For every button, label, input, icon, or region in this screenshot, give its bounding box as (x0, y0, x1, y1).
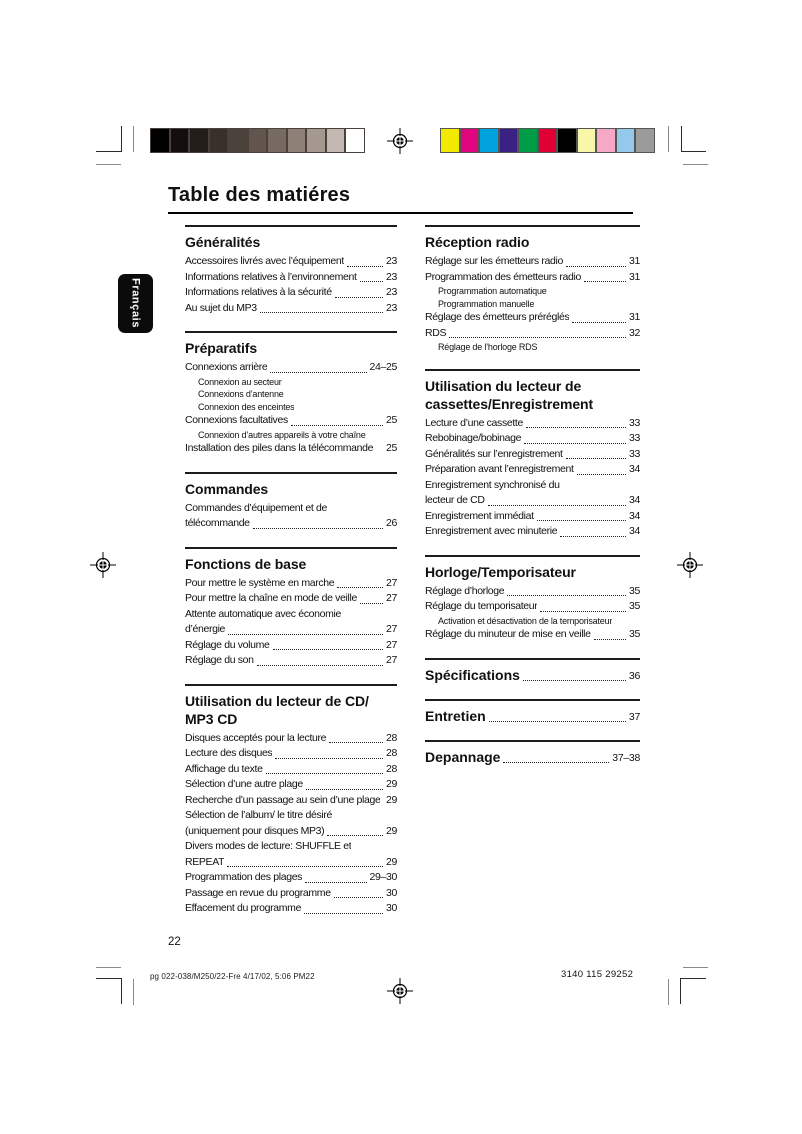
toc-section (425, 225, 640, 354)
toc-entry-text: Réglage du temporisateur (425, 600, 538, 612)
toc-entry (425, 416, 640, 432)
toc-entry (425, 478, 640, 494)
toc-subentry (425, 341, 640, 354)
toc-entry-text: Passage en revue du programme (185, 886, 331, 899)
toc-section-heading (425, 666, 640, 684)
section-divider (425, 225, 640, 227)
section-title (425, 563, 640, 581)
dotted-leader (360, 603, 383, 604)
crop-mark (680, 978, 681, 1004)
crop-mark (96, 978, 122, 979)
toc-entry (425, 584, 640, 600)
toc-entry-text: Réglage d’horloge (425, 584, 505, 597)
section-title (185, 555, 397, 573)
toc-page-number: 27 (386, 576, 397, 589)
toc-entry (425, 462, 640, 478)
section-divider (425, 555, 640, 557)
toc-entry (185, 441, 397, 457)
toc-page-number: 27 (386, 623, 397, 635)
toc-page-number: 29 (386, 855, 397, 868)
section-title: Depannage (425, 748, 501, 765)
toc-section (185, 684, 397, 917)
toc-entry (185, 254, 397, 270)
dotted-leader (507, 595, 626, 596)
toc-entry-text: Sélection d’une autre plage (185, 778, 303, 790)
dotted-leader (489, 721, 626, 722)
toc-page-number: 23 (386, 270, 397, 283)
toc-entry-text: Informations relatives à l’environnement (185, 270, 357, 283)
toc-section (425, 740, 640, 766)
toc-entry-text: Réglage du minuteur de mise en veille (425, 628, 591, 640)
grayscale-swatch (150, 128, 170, 153)
toc-entry (425, 627, 640, 643)
toc-entry (185, 901, 397, 917)
toc-section (425, 699, 640, 725)
toc-entry-text: Installation des piles dans la télécommande (185, 442, 374, 454)
color-swatch (440, 128, 460, 153)
registration-mark-icon (387, 128, 413, 154)
toc-subentry (185, 429, 397, 442)
toc-entry (425, 509, 640, 525)
toc-page-number: 28 (386, 731, 397, 744)
section-title-line: Généralités (185, 234, 261, 250)
section-title (185, 339, 397, 357)
grayscale-swatch (209, 128, 229, 153)
crop-mark (121, 978, 122, 1004)
toc-entry-text: Connexions d’antenne (198, 389, 284, 399)
dotted-leader (306, 789, 383, 790)
dotted-leader (273, 649, 383, 650)
toc-page-number: 35 (629, 600, 640, 612)
color-swatch (538, 128, 558, 153)
toc-entry (185, 270, 397, 286)
grayscale-swatch (326, 128, 346, 153)
toc-page-number: 30 (386, 886, 397, 899)
section-title-line: Utilisation du lecteur de CD/ (185, 692, 369, 709)
grayscale-swatch (189, 128, 209, 153)
registration-mark-icon (387, 978, 413, 1004)
dotted-leader (560, 536, 626, 537)
toc-entry-text: Effacement du programme (185, 902, 302, 914)
section-title-line: cassettes/Enregistrement (425, 395, 594, 412)
toc-page-number: 35 (629, 628, 640, 640)
toc-entry (185, 607, 397, 623)
toc-entry-text: Informations relatives à la sécurité (185, 286, 332, 298)
toc-page-number: 29 (386, 824, 397, 837)
section-title (425, 377, 640, 413)
grayscale-swatch (287, 128, 307, 153)
toc-page-number: 35 (629, 584, 640, 597)
toc-entry-text: télécommande (185, 517, 250, 529)
toc-page-number: 37 (628, 710, 640, 723)
toc-entry-text: Programmation des émetteurs radio (425, 270, 581, 283)
title-underline (168, 212, 633, 214)
toc-entry-text: Réglage de l’horloge RDS (438, 342, 538, 352)
toc-entry (425, 493, 640, 509)
toc-page-number: 32 (629, 326, 640, 339)
toc-entry (185, 285, 397, 301)
toc-entry-text: Réglage du volume (185, 638, 270, 651)
toc-subentry (425, 298, 640, 311)
toc-page-number: 26 (386, 517, 397, 529)
toc-entry-text: lecteur de CD (425, 494, 485, 506)
toc-entry (185, 413, 397, 429)
toc-entry-text: Disques acceptés pour la lecture (185, 731, 327, 744)
toc-page-number: 30 (386, 902, 397, 914)
crop-mark (668, 126, 669, 152)
toc-page-number: 31 (629, 255, 640, 267)
toc-page-number: 28 (386, 747, 397, 759)
section-title (185, 480, 397, 498)
color-swatch (616, 128, 636, 153)
toc-entry (425, 254, 640, 270)
dotted-leader (540, 611, 626, 612)
toc-entry (185, 870, 397, 886)
dotted-leader (257, 665, 383, 666)
toc-page-number: 34 (629, 463, 640, 475)
dotted-leader (524, 443, 626, 444)
toc-section (425, 555, 640, 643)
toc-page-number: 31 (629, 270, 640, 283)
toc-entry-text: Lecture d’une cassette (425, 416, 523, 429)
section-title (425, 233, 640, 251)
section-divider (185, 547, 397, 549)
dotted-leader (335, 297, 383, 298)
toc-entry-text: Programmation automatique (438, 286, 547, 296)
dotted-leader (572, 322, 626, 323)
section-title (185, 692, 397, 728)
crop-mark (680, 978, 706, 979)
crop-mark (96, 164, 121, 165)
toc-entry (185, 793, 397, 809)
toc-entry (185, 591, 397, 607)
toc-page-number: 34 (629, 525, 640, 537)
toc-subentry (425, 285, 640, 298)
dotted-leader (329, 742, 383, 743)
toc-entry-text: Réglage des émetteurs préréglés (425, 311, 570, 323)
dotted-leader (488, 505, 626, 506)
registration-mark-icon (677, 552, 703, 578)
toc-page-number: 33 (629, 447, 640, 460)
section-divider (185, 331, 397, 333)
toc-entry-text: Recherche d’un passage au sein d’une plage (185, 793, 381, 806)
crop-mark (133, 126, 134, 152)
toc-page-number: 23 (386, 286, 397, 298)
dotted-leader (275, 758, 383, 759)
crop-mark (683, 164, 708, 165)
dotted-leader (566, 266, 626, 267)
toc-entry (425, 524, 640, 540)
toc-entry (185, 746, 397, 762)
toc-entry (185, 886, 397, 902)
toc-page-number: 34 (629, 509, 640, 522)
language-tab-label: Français (129, 278, 142, 329)
toc-entry (425, 326, 640, 342)
dotted-leader (270, 372, 366, 373)
toc-page-number: 25 (386, 414, 397, 426)
toc-entry-text: Programmation manuelle (438, 298, 535, 309)
color-swatch (577, 128, 597, 153)
toc-entry (185, 576, 397, 592)
toc-subentry (185, 401, 397, 414)
toc-section (425, 369, 640, 540)
toc-section-heading (425, 748, 640, 766)
dotted-leader (291, 425, 383, 426)
dotted-leader (334, 897, 383, 898)
toc-entry-text: Activation et désactivation de la temporisateur (438, 615, 613, 626)
toc-section-heading (425, 707, 640, 725)
toc-column-left (185, 225, 397, 932)
crop-mark (681, 126, 682, 152)
toc-page-number: 31 (629, 311, 640, 323)
section-title (185, 233, 397, 251)
toc-entry-text: Programmation des plages (185, 871, 303, 883)
crop-mark (96, 151, 122, 152)
language-tab (118, 274, 153, 333)
toc-entry-text: (uniquement pour disques MP3) (185, 824, 325, 837)
section-title-line: Utilisation du lecteur de (425, 377, 582, 394)
toc-entry (185, 516, 397, 532)
toc-entry (425, 310, 640, 326)
grayscale-swatch (345, 128, 365, 153)
toc-page-number: 33 (629, 416, 640, 429)
section-divider (425, 369, 640, 371)
toc-entry-text: Rebobinage/bobinage (425, 432, 522, 444)
toc-column-right (425, 225, 640, 781)
toc-entry-text: Au sujet du MP3 (185, 301, 257, 314)
toc-entry-text: Préparation avant l’enregistrement (425, 463, 574, 475)
toc-subentry (185, 388, 397, 401)
crop-mark (681, 151, 706, 152)
dotted-leader (337, 587, 383, 588)
toc-entry-text: REPEAT (185, 855, 225, 868)
toc-entry-text: Réglage sur les émetteurs radio (425, 255, 563, 267)
dotted-leader (566, 458, 626, 459)
toc-entry-text: Enregistrement immédiat (425, 509, 534, 522)
section-title: Spécifications (425, 666, 520, 683)
toc-entry (185, 638, 397, 654)
toc-entry-text: Attente automatique avec économie (185, 607, 341, 620)
toc-subentry (185, 376, 397, 389)
dotted-leader (304, 913, 383, 914)
dotted-leader (577, 474, 626, 475)
toc-entry (425, 599, 640, 615)
section-divider (185, 684, 397, 686)
section-divider (425, 740, 640, 742)
dotted-leader (347, 266, 383, 267)
toc-page-number: 29–30 (369, 871, 397, 883)
grayscale-swatch (306, 128, 326, 153)
registration-mark-icon (90, 552, 116, 578)
toc-entry (185, 839, 397, 855)
toc-entry-text: Enregistrement synchronisé du (425, 478, 560, 491)
toc-entry (185, 501, 397, 517)
toc-page-number: 25 (386, 442, 397, 454)
grayscale-swatch (228, 128, 248, 153)
page-number: 22 (168, 936, 181, 948)
print-slug-text: pg 022-038/M250/22-Fre 4/17/02, 5:06 PM22 (150, 972, 315, 981)
toc-entry-text: Généralités sur l’enregistrement (425, 447, 563, 460)
toc-entry (185, 777, 397, 793)
dotted-leader (360, 281, 383, 282)
dotted-leader (260, 312, 383, 313)
dotted-leader (228, 634, 383, 635)
toc-entry-text: Affichage du texte (185, 762, 263, 775)
crop-mark (683, 967, 708, 968)
crop-mark (133, 979, 134, 1005)
toc-page-number: 23 (386, 255, 397, 267)
dotted-leader (594, 639, 626, 640)
toc-entry (185, 824, 397, 840)
crop-mark (668, 979, 669, 1005)
dotted-leader (253, 528, 383, 529)
toc-entry-text: Connexions arrière (185, 361, 268, 373)
toc-page-number: 27 (386, 638, 397, 651)
toc-page-number: 33 (629, 432, 640, 444)
toc-entry-text: Réglage du son (185, 654, 254, 666)
toc-entry-text: Sélection de l’album/ le titre désiré (185, 809, 332, 821)
color-swatch (557, 128, 577, 153)
toc-entry-text: Connexion au secteur (198, 376, 282, 387)
toc-page-number: 27 (386, 654, 397, 666)
crop-mark (121, 126, 122, 152)
section-divider (185, 472, 397, 474)
toc-entry-text: Pour mettre le système en marche (185, 576, 335, 589)
toc-entry (425, 270, 640, 286)
dotted-leader (449, 337, 626, 338)
toc-page-number: 27 (386, 592, 397, 604)
toc-page-number: 29 (386, 778, 397, 790)
crop-mark (96, 967, 121, 968)
dotted-leader (526, 427, 626, 428)
section-title-line: Réception radio (425, 234, 530, 250)
section-title-line: Préparatifs (185, 340, 258, 356)
toc-entry-text: Commandes d’équipement et de (185, 501, 327, 514)
toc-entry-text: Connexions facultatives (185, 414, 288, 426)
dotted-leader (503, 762, 609, 763)
dotted-leader (227, 866, 383, 867)
toc-entry (185, 622, 397, 638)
section-divider (425, 658, 640, 660)
section-divider (185, 225, 397, 227)
grayscale-swatch (267, 128, 287, 153)
toc-page-number: 37–38 (612, 751, 640, 764)
toc-page-number: 28 (386, 762, 397, 775)
toc-section (185, 225, 397, 316)
toc-entry-text: Pour mettre la chaîne en mode de veille (185, 592, 357, 604)
toc-entry (185, 731, 397, 747)
section-title-line: Fonctions de base (185, 555, 307, 572)
dotted-leader (584, 281, 626, 282)
toc-page-number: 34 (629, 494, 640, 506)
toc-page-number: 23 (386, 301, 397, 314)
toc-section (185, 472, 397, 532)
toc-section (185, 331, 397, 457)
toc-entry-text: Connexion d’autres appareils à votre chaîne (198, 429, 366, 440)
toc-entry (185, 762, 397, 778)
toc-entry-text: Enregistrement avec minuterie (425, 525, 558, 537)
toc-entry-text: d’énergie (185, 623, 226, 635)
toc-entry (185, 808, 397, 824)
grayscale-swatch (170, 128, 190, 153)
color-swatch (499, 128, 519, 153)
dotted-leader (266, 773, 383, 774)
page-title: Table des matiéres (168, 184, 351, 206)
grayscale-swatch (248, 128, 268, 153)
section-title-line: Commandes (185, 480, 269, 497)
toc-entry-text: Accessoires livrés avec l’équipement (185, 255, 344, 267)
toc-section (425, 658, 640, 684)
toc-entry (425, 447, 640, 463)
toc-entry (425, 431, 640, 447)
color-swatch (596, 128, 616, 153)
toc-entry-text: RDS (425, 326, 447, 339)
section-divider (425, 699, 640, 701)
toc-entry-text: Divers modes de lecture: SHUFFLE et (185, 840, 352, 852)
dotted-leader (305, 882, 366, 883)
toc-subentry (425, 615, 640, 628)
color-swatch (635, 128, 655, 153)
section-title: Entretien (425, 707, 486, 724)
dotted-leader (537, 520, 626, 521)
toc-entry-text: Connexion des enceintes (198, 401, 295, 412)
color-swatch (518, 128, 538, 153)
publication-code: 3140 115 29252 (561, 969, 634, 980)
toc-page-number: 24–25 (369, 361, 397, 373)
color-calibration-bar (440, 128, 655, 153)
toc-entry (185, 301, 397, 317)
dotted-leader (327, 835, 383, 836)
toc-page-number: 36 (628, 669, 640, 682)
color-swatch (460, 128, 480, 153)
grayscale-calibration-bar (150, 128, 365, 153)
toc-entry (185, 855, 397, 871)
toc-section (185, 547, 397, 669)
toc-entry-text: Lecture des disques (185, 747, 273, 759)
toc-entry (185, 653, 397, 669)
toc-entry (185, 360, 397, 376)
section-title-line: MP3 CD (185, 710, 238, 727)
toc-page-number: 29 (386, 793, 397, 806)
color-swatch (479, 128, 499, 153)
dotted-leader (523, 680, 626, 681)
section-title-line: Horloge/Temporisateur (425, 563, 576, 580)
